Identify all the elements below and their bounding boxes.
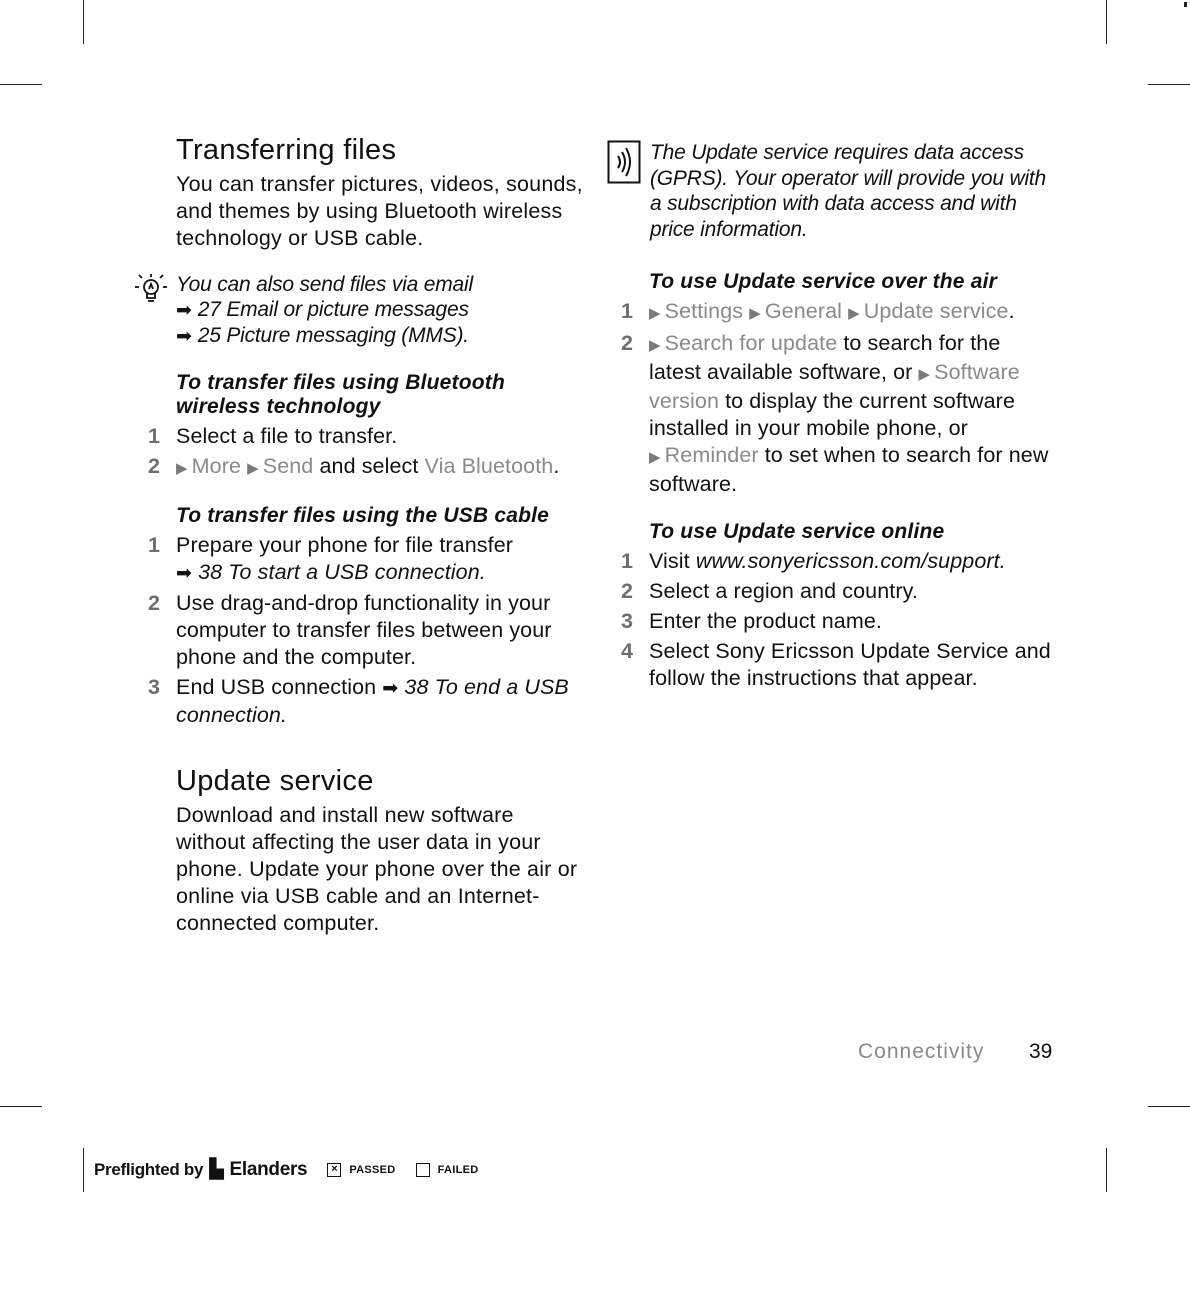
crop-mark — [1106, 0, 1107, 44]
section-title-update-service: Update service — [176, 765, 374, 797]
list-item — [140, 453, 585, 482]
step-text: Enter the product name. — [649, 609, 882, 633]
section-title-transferring-files: Transferring files — [176, 134, 397, 166]
step-number: 4 — [621, 639, 634, 663]
list-item — [613, 578, 1057, 605]
usb-start-ref[interactable]: 38 To start a USB connection. — [198, 560, 486, 584]
network-service-icon — [607, 140, 641, 186]
list-item — [613, 330, 1057, 498]
step-text: Select a region and country. — [649, 579, 918, 603]
preflight-brand: Elanders — [229, 1158, 308, 1180]
lightbulb-icon — [134, 272, 168, 306]
list-item — [140, 590, 585, 671]
menu-arrow-icon: ▶ — [749, 305, 761, 322]
step-number: 1 — [148, 424, 161, 448]
list-item — [613, 608, 1057, 635]
crop-mark — [0, 84, 42, 85]
menu-send: Send — [262, 454, 314, 478]
transferring-intro: You can transfer pictures, videos, sounds, and themes by using Bluetooth wireless technology or USB cable. — [176, 172, 583, 250]
note-box — [607, 140, 1057, 242]
right-column — [607, 140, 1057, 695]
air-heading: To use Update service over the air — [649, 270, 997, 293]
list-item — [613, 298, 1057, 327]
passed-checkbox: × — [327, 1163, 341, 1177]
step-text: Select a file to transfer. — [176, 424, 398, 448]
tip-box — [140, 272, 585, 349]
note-text: The Update service requires data access (GPRS). Your operator will provide you with a subscription with data access and with price information. — [650, 141, 1047, 241]
online-heading: To use Update service online — [649, 520, 945, 543]
menu-arrow-icon: ▶ — [918, 366, 931, 383]
crop-mark — [83, 1148, 84, 1192]
step-text: and select — [313, 454, 425, 478]
bluetooth-heading: To transfer files using Bluetooth wireless technology — [176, 371, 506, 418]
arrow-right-icon: ➡ — [176, 563, 193, 584]
menu-search-for-update: Search for update — [664, 331, 838, 355]
menu-software-version: Software version — [649, 360, 1020, 413]
tip-ref-mms[interactable]: ➡ 25 Picture messaging (MMS). — [176, 324, 469, 347]
step-text: to set when to search for new software. — [649, 443, 1049, 496]
step-text: Prepare your phone for file transfer — [176, 533, 514, 557]
footer-section-name: Connectivity — [858, 1040, 985, 1063]
air-steps — [613, 298, 1057, 498]
failed-checkbox — [416, 1163, 430, 1177]
menu-arrow-icon: ▶ — [649, 305, 661, 322]
list-item — [140, 532, 585, 587]
preflight-stamp — [94, 1158, 478, 1181]
menu-more: More — [191, 454, 242, 478]
step-text: Use drag-and-drop functionality in your computer to transfer files between your phone and the computer. — [176, 591, 552, 669]
step-text: . — [1008, 299, 1015, 323]
menu-via-bluetooth: Via Bluetooth — [424, 454, 554, 478]
list-item — [613, 548, 1057, 575]
step-number: 2 — [621, 331, 634, 355]
list-item — [140, 423, 585, 450]
bluetooth-steps — [140, 423, 585, 482]
tip-text-line: You can also send files via email — [176, 273, 473, 296]
step-number: 1 — [621, 299, 634, 323]
step-text: to search for the latest available software, or — [649, 331, 1001, 384]
step-text: Visit — [649, 549, 696, 573]
arrow-right-icon: ➡ — [176, 300, 192, 321]
menu-reminder: Reminder — [664, 443, 759, 467]
passed-label: PASSED — [349, 1163, 396, 1176]
list-item — [140, 674, 585, 729]
crop-mark — [1148, 84, 1190, 85]
step-number: 1 — [148, 533, 161, 557]
step-number: 2 — [148, 454, 161, 478]
menu-settings: Settings — [664, 299, 744, 323]
usb-end-ref[interactable]: 38 To end a USB connection. — [176, 675, 569, 727]
elanders-logo-icon: ▙ — [209, 1159, 224, 1180]
step-number: 2 — [148, 591, 161, 615]
step-number: 2 — [621, 579, 634, 603]
crop-mark — [0, 1106, 42, 1107]
arrow-right-icon: ➡ — [176, 326, 192, 347]
usb-heading: To transfer files using the USB cable — [176, 504, 550, 527]
arrow-right-icon: ➡ — [382, 678, 399, 699]
menu-arrow-icon: ▶ — [247, 460, 259, 477]
menu-arrow-icon: ▶ — [649, 337, 661, 354]
preflight-label: Preflighted by — [94, 1159, 204, 1179]
crop-mark — [1148, 1106, 1190, 1107]
usb-steps — [140, 532, 585, 729]
tip-ref-email[interactable]: ➡ 27 Email or picture messages — [176, 298, 469, 321]
page-number: 39 — [1029, 1040, 1053, 1063]
menu-arrow-icon: ▶ — [649, 449, 661, 466]
step-text: . — [553, 454, 560, 478]
menu-arrow-icon: ▶ — [848, 305, 860, 322]
menu-general: General — [764, 299, 843, 323]
step-text: Select Sony Ericsson Update Service and follow the instructions that appear. — [649, 639, 1051, 690]
list-item — [613, 638, 1057, 692]
menu-update-service: Update service — [863, 299, 1009, 323]
menu-arrow-icon: ▶ — [176, 460, 188, 477]
step-number: 1 — [621, 549, 634, 573]
failed-label: FAILED — [437, 1163, 479, 1176]
corner-dot — [1184, 2, 1187, 7]
update-intro: Download and install new software without affecting the user data in your phone. Update your phone over the air or online via USB cable and an Internet-connected computer. — [176, 803, 578, 935]
step-number: 3 — [148, 675, 161, 699]
step-text: to display the current software installed in your mobile phone, or — [649, 389, 1015, 440]
crop-mark — [83, 0, 84, 44]
online-steps — [613, 548, 1057, 692]
left-column — [140, 134, 585, 937]
support-url-link[interactable]: www.sonyericsson.com/support. — [695, 549, 1006, 573]
step-text: End USB connection — [176, 675, 377, 699]
step-number: 3 — [621, 609, 634, 633]
crop-mark — [1106, 1148, 1107, 1192]
